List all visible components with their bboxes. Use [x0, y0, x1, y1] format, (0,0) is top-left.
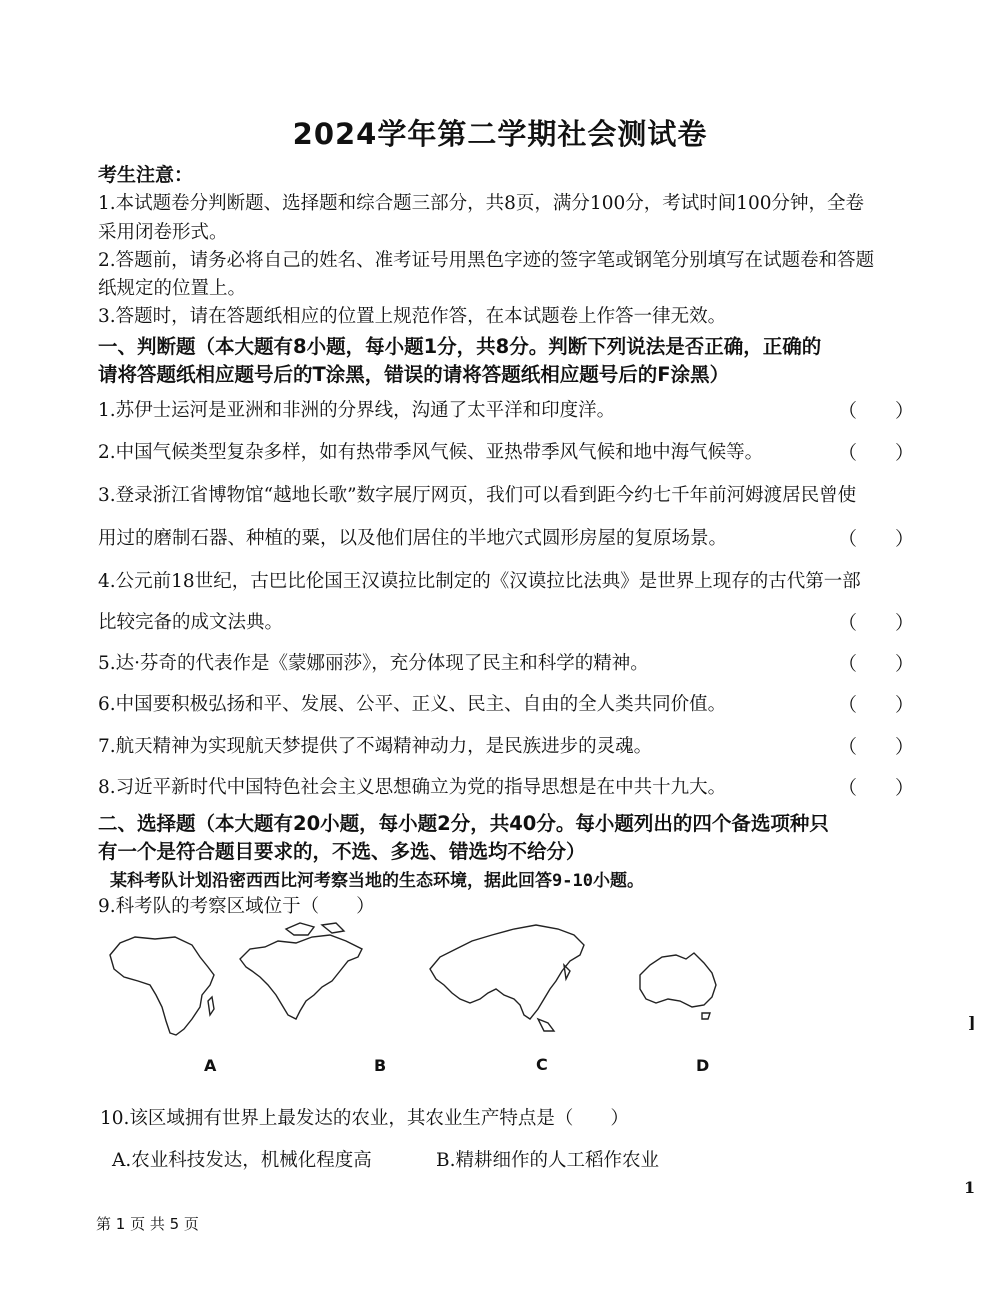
question-2: 2.中国气候类型复杂多样，如有热带季风气候、亚热带季风气候和地中海气候等。 [98, 442, 764, 463]
margin-mark: 1 [964, 1178, 976, 1197]
section2-desc: （本大题有20小题，每小题2分，共40分。每小题列出的四个备选项种只 [195, 812, 829, 835]
answer-paren: （ ） [838, 528, 915, 550]
notice-line: 纸规定的位置上。 [98, 278, 247, 299]
asia-map [430, 925, 584, 1031]
option-a: A.农业科技发达，机械化程度高 [112, 1150, 372, 1171]
notice-line: 3.答题时，请在答题纸相应的位置上规范作答，在本试题卷上作答一律无效。 [98, 306, 727, 327]
map-label-c: C [536, 1055, 548, 1074]
question-5: 5.达·芬奇的代表作是《蒙娜丽莎》，充分体现了民主和科学的精神。 [98, 653, 649, 674]
map-label-a: A [204, 1056, 217, 1075]
notice-heading: 考生注意： [98, 164, 194, 186]
section2-header [98, 808, 829, 836]
section2-desc-2: 有一个是符合题目要求的，不选、多选、错选均不给分） [98, 840, 586, 863]
answer-paren: （ ） [838, 400, 915, 422]
answer-paren: （ ） [838, 694, 915, 716]
question-4-cont: 比较完备的成文法典。 [98, 612, 284, 633]
page-title: 2024学年第二学期社会测试卷 [292, 117, 708, 151]
continent-maps [100, 915, 760, 1045]
answer-paren: （ ） [838, 777, 915, 799]
africa-map [110, 937, 214, 1035]
question-9: 9.科考队的考察区域位于（ ） [98, 896, 375, 917]
question-7: 7.航天精神为实现航天梦提供了不竭精神动力，是民族进步的灵魂。 [98, 736, 653, 757]
section1-heading: 一、判断题 [98, 335, 196, 358]
question-8: 8.习近平新时代中国特色社会主义思想确立为党的指导思想是在中共十九大。 [98, 777, 727, 798]
question-10: 10.该区域拥有世界上最发达的农业，其农业生产特点是（ ） [100, 1108, 629, 1129]
notice-line: 采用闭卷形式。 [98, 222, 228, 243]
notice-line: 1.本试题卷分判断题、选择题和综合题三部分，共8页，满分100分，考试时间100分钟，全卷 [98, 193, 865, 214]
answer-paren: （ ） [838, 612, 915, 634]
answer-paren: （ ） [838, 736, 915, 758]
map-label-d: D [696, 1056, 710, 1075]
margin-mark: ] [968, 1013, 976, 1032]
north-america-map [240, 923, 362, 1019]
answer-paren: （ ） [838, 653, 915, 675]
question-1: 1.苏伊士运河是亚洲和非洲的分界线，沟通了太平洋和印度洋。 [98, 400, 616, 421]
question-6: 6.中国要积极弘扬和平、发展、公平、正义、民主、自由的全人类共同价值。 [98, 694, 727, 715]
map-label-b: B [374, 1056, 387, 1075]
section1-desc: （本大题有8小题，每小题1分，共8分。判断下列说法是否正确，正确的 [195, 335, 822, 358]
page-footer: 第 1 页 共 5 页 [96, 1215, 199, 1233]
australia-map [640, 953, 716, 1019]
question-3: 3.登录浙江省博物馆“越地长歌”数字展厅网页，我们可以看到距今约七千年前河姆渡居民曾使 [98, 485, 857, 506]
answer-paren: （ ） [838, 442, 915, 464]
notice-line: 2.答题前，请务必将自己的姓名、准考证号用黑色字迹的签字笔或钢笔分别填写在试题卷和答题 [98, 250, 875, 271]
section1-desc-2: 请将答题纸相应题号后的T涂黑，错误的请将答题纸相应题号后的F涂黑） [98, 363, 730, 386]
material-intro: 某科考队计划沿密西西比河考察当地的生态环境，据此回答9-10小题。 [110, 871, 644, 891]
question-4: 4.公元前18世纪，古巴比伦国王汉谟拉比制定的《汉谟拉比法典》是世界上现存的古代第一部 [98, 571, 861, 592]
question-3-cont: 用过的磨制石器、种植的粟，以及他们居住的半地穴式圆形房屋的复原场景。 [98, 528, 728, 549]
section2-heading: 二、选择题 [98, 812, 196, 835]
section1-header [98, 331, 821, 359]
option-b: B.精耕细作的人工稻作农业 [436, 1150, 659, 1171]
